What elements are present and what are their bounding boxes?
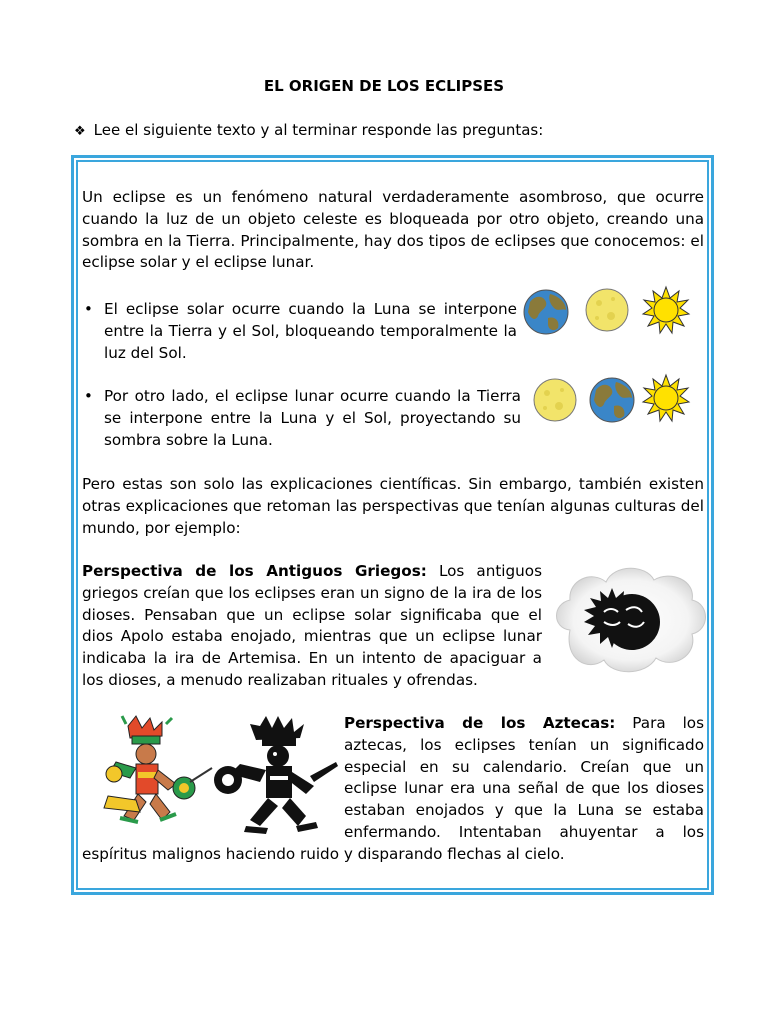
- bullet-lunar-eclipse: Por otro lado, el eclipse lunar ocurre cuando la Tierra se interpone entre la Luna y el Sol, proyectando su sombra sobre la Luna.: [104, 387, 521, 449]
- earth-icon: [522, 288, 570, 336]
- page-title: EL ORIGEN DE LOS ECLIPSES: [263, 77, 505, 95]
- sun-icon: [642, 374, 690, 422]
- bullet-solar-eclipse: El eclipse solar ocurre cuando la Luna se interpone entre la Tierra y el Sol, bloqueando temporalmente la luz del Sol.: [104, 300, 517, 362]
- instruction: [74, 121, 543, 139]
- aztec-warrior-icon: [100, 716, 340, 846]
- greeks-text: Los antiguos griegos creían que los eclipses eran un signo de la ira de los dioses. Pensaban que un eclipse solar significaba que el dios Apolo estaba enojado, mientras que un eclipse lunar indicaba la ira de Artemisa. En un intento de apaciguar a los dioses, a menudo realizaban rituales y ofrendas.: [82, 562, 542, 689]
- intro-paragraph: Un eclipse es un fenómeno natural verdaderamente asombroso, que ocurre cuando la luz de un objeto celeste es bloqueada por otro objeto, creando una sombra en la Tierra. Principalmente, hay dos tipos de eclipses que conocemos: el eclipse solar y el eclipse lunar.: [82, 188, 704, 272]
- aztecs-heading: Perspectiva de los Aztecas:: [344, 714, 616, 732]
- bullet-dot-icon: •: [84, 300, 93, 318]
- bullet-dot-icon: •: [84, 387, 93, 405]
- eclipse-sun-moon-icon: [550, 560, 710, 680]
- greeks-heading: Perspectiva de los Antiguos Griegos:: [82, 562, 427, 580]
- greeks-paragraph: [82, 561, 542, 692]
- diamond-bullet-icon: ❖: [74, 124, 86, 139]
- instruction-text: Lee el siguiente texto y al terminar responde las preguntas:: [93, 121, 544, 139]
- transition-paragraph: Pero estas son solo las explicaciones científicas. Sin embargo, también existen otras explicaciones que retoman las perspectivas que tenían algunas culturas del mundo, por ejemplo:: [82, 475, 704, 537]
- earth-icon: [588, 376, 636, 424]
- moon-icon: [532, 376, 578, 424]
- sun-icon: [642, 286, 690, 334]
- aztecs-text: Para los aztecas, los eclipses tenían un significado especial en su calendario. Creían que un eclipse lunar era una señal de que los dioses estaban enojados y que la Luna se estaba enfermando. Intentaban ahuyentar a los espíritus malignos haciendo ruido y disparando flechas al cielo.: [82, 714, 705, 863]
- moon-icon: [584, 285, 630, 333]
